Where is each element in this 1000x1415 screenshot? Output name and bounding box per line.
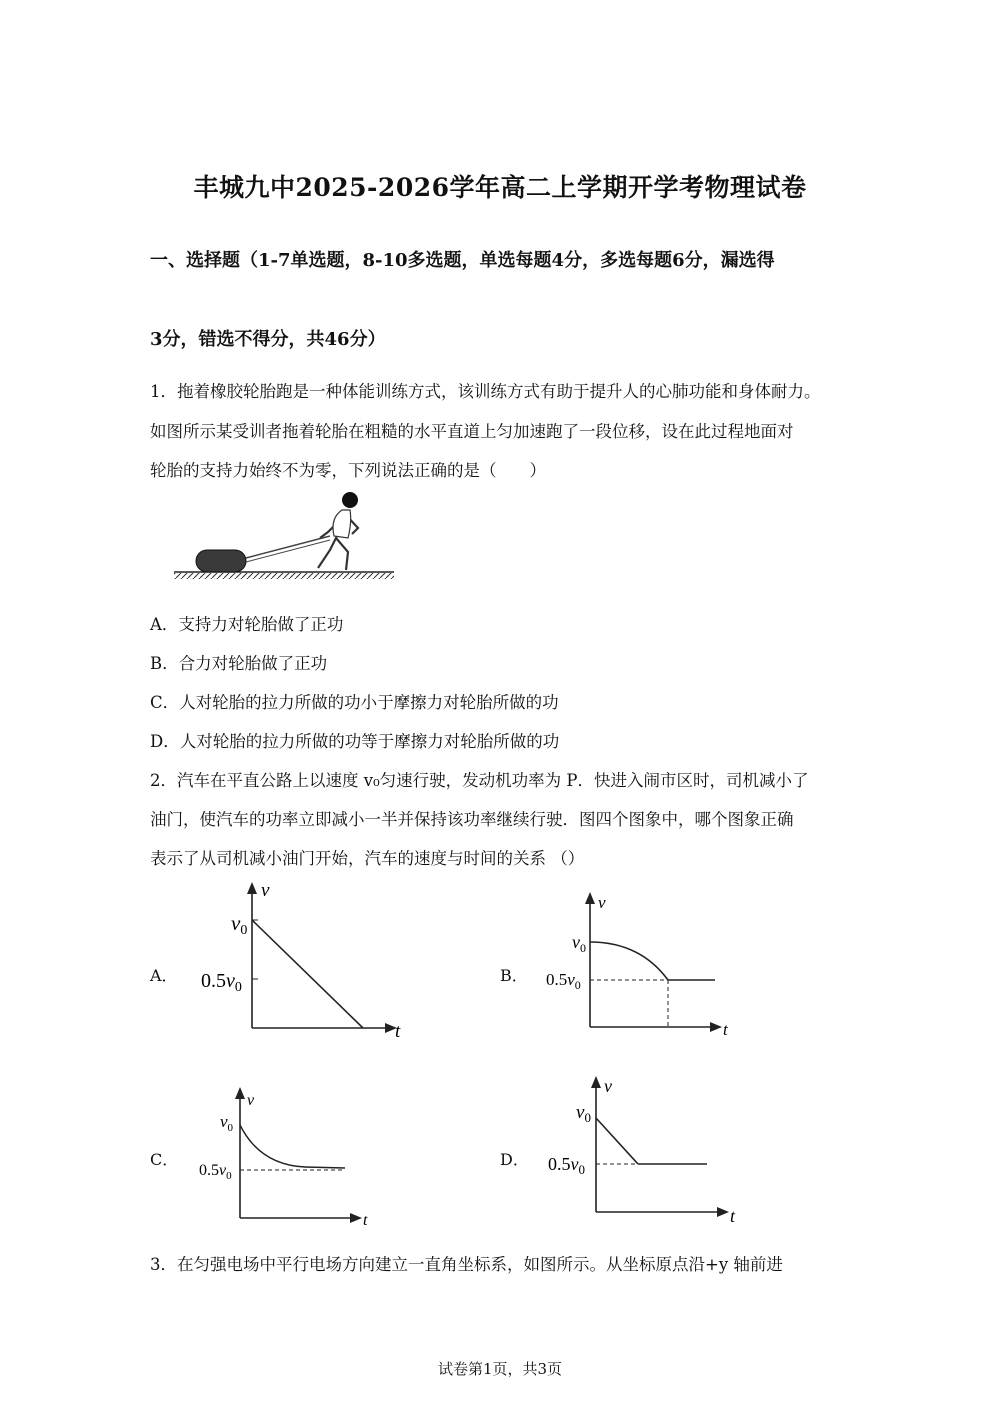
- graph-d: [542, 1072, 747, 1227]
- graph-a-t-axis-label: t: [395, 1021, 401, 1042]
- graph-c-label: C．: [150, 1150, 179, 1169]
- exam-title: 丰城九中2025-2026学年高二上学期开学考物理试卷: [193, 173, 807, 202]
- tire-runner-figure: [170, 488, 400, 583]
- graph-b-half-v0: $0.5v_0$: [546, 970, 581, 992]
- graph-a-v0: v0: [231, 911, 248, 938]
- graph-d-label: D．: [500, 1150, 529, 1169]
- q1-text-line2: 如图所示某受训者拖着轮胎在粗糙的水平直道上匀加速跑了一段位移，设在此过程地面对: [150, 422, 794, 441]
- section-heading-line2: 3分，错选不得分，共46分）: [150, 329, 386, 350]
- graph-d-v-axis-label: v: [604, 1076, 612, 1096]
- graph-b-t-axis-label: t: [723, 1020, 728, 1039]
- graph-b-v0: $v_0$: [572, 932, 586, 955]
- q1-option-b: B．合力对轮胎做了正功: [150, 654, 328, 673]
- graph-b-label: B．: [500, 966, 528, 985]
- graph-a-half-v0: $0.5v_0$: [201, 970, 242, 995]
- graph-c-half-v0: $0.5v_0$: [199, 1162, 232, 1182]
- q1-text-line1: 1．拖着橡胶轮胎跑是一种体能训练方式，该训练方式有助于提升人的心肺功能和身体耐力。: [150, 382, 821, 401]
- graph-c-t-axis-label: t: [363, 1212, 368, 1229]
- q2-text-line3: 表示了从司机减小油门开始，汽车的速度与时间的关系 （）: [150, 849, 585, 868]
- q2-text-line1: 2．汽车在平直公路上以速度 v₀匀速行驶，发动机功率为 P．快进入闹市区时，司机减小了: [150, 771, 809, 790]
- q1-option-a: A．支持力对轮胎做了正功: [150, 615, 344, 634]
- graph-c: [195, 1085, 385, 1230]
- graph-d-v0: $v_0$: [576, 1102, 591, 1125]
- graph-d-t-axis-label: t: [730, 1206, 736, 1226]
- graph-d-line: [596, 1118, 638, 1164]
- q1-option-d: D．人对轮胎的拉力所做的功等于摩擦力对轮胎所做的功: [150, 732, 560, 751]
- graph-a: [195, 880, 410, 1045]
- graph-a-label: A．: [150, 966, 178, 985]
- q1-text-line3: 轮胎的支持力始终不为零，下列说法正确的是（ ）: [150, 461, 546, 480]
- q2-text-line2: 油门，使汽车的功率立即减小一半并保持该功率继续行驶．图四个图象中，哪个图象正确: [150, 810, 794, 829]
- graph-a-v-axis-label: v: [261, 880, 270, 901]
- graph-b-curve: [590, 942, 668, 980]
- rope: [246, 536, 330, 558]
- graph-c-curve: [240, 1125, 345, 1168]
- graph-b-v-axis-label: v: [598, 893, 606, 912]
- graph-a-line: [252, 920, 363, 1028]
- q3-text-line1: 3．在匀强电场中平行电场方向建立一直角坐标系，如图所示。从坐标原点沿+y 轴前进: [150, 1255, 783, 1274]
- runner-head: [342, 492, 358, 508]
- graph-c-v-axis-label: v: [247, 1092, 255, 1109]
- graph-d-half-v0: $0.5v_0$: [548, 1154, 585, 1177]
- graph-c-v0: $v_0$: [220, 1112, 234, 1134]
- page-footer: 试卷第1页，共3页: [437, 1360, 563, 1378]
- tire: [196, 550, 246, 572]
- q1-option-c: C．人对轮胎的拉力所做的功小于摩擦力对轮胎所做的功: [150, 693, 559, 712]
- section-heading-line1: 一、选择题（1-7单选题，8-10多选题，单选每题4分，多选每题6分，漏选得: [150, 250, 775, 271]
- graph-b: [540, 890, 740, 1040]
- ground-hatch: [174, 573, 394, 579]
